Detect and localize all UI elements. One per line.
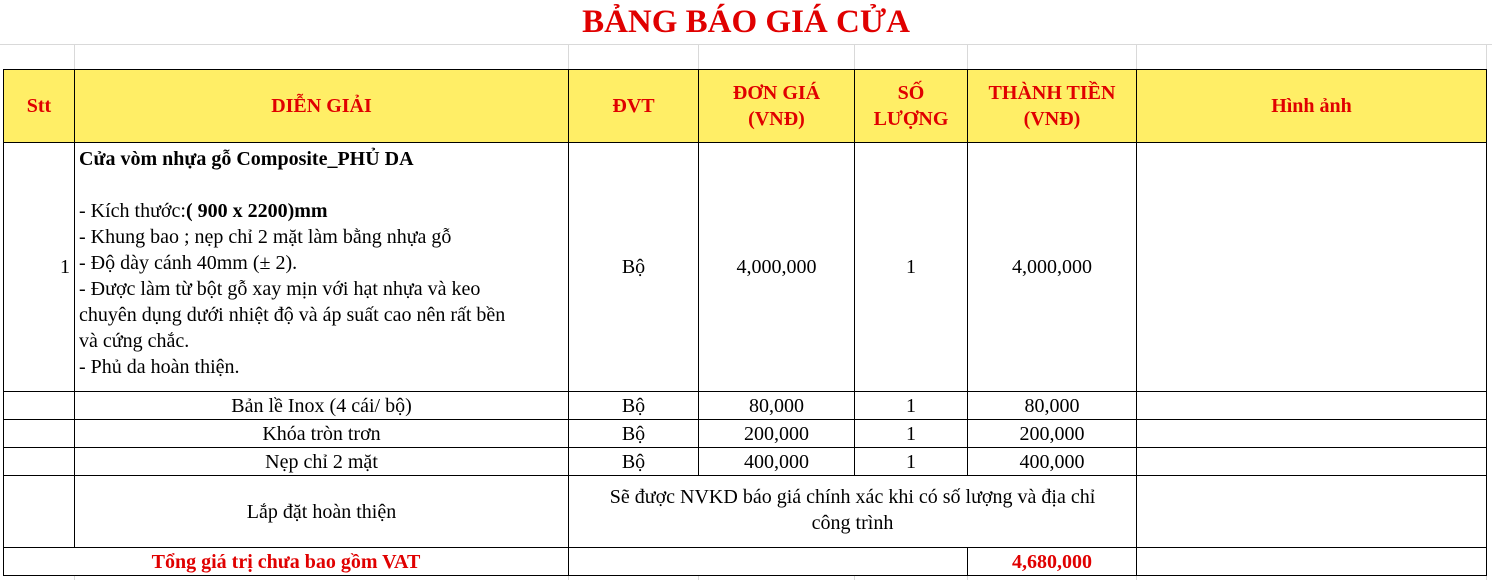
quote-table [3,69,1487,576]
material-line: chuyên dụng dưới nhiệt độ và áp suất cao nên rất bền [79,304,506,326]
quantity-cell[interactable]: 1 [855,392,968,420]
stt-cell[interactable] [4,420,75,448]
description-cell[interactable] [75,143,569,392]
table-row [4,392,1487,420]
image-cell[interactable] [1137,548,1487,576]
total-value[interactable]: 4,680,000 [968,548,1137,576]
finish-line: - Phủ da hoàn thiện. [79,356,240,378]
stt-cell[interactable] [4,448,75,476]
stt-cell[interactable] [4,392,75,420]
image-cell[interactable] [1137,448,1487,476]
stt-cell[interactable] [4,476,75,548]
unit-cell[interactable]: Bộ [569,448,699,476]
amount-cell[interactable]: 80,000 [968,392,1137,420]
header-unit-price[interactable]: ĐƠN GIÁ (VNĐ) [699,70,855,143]
gridline [0,44,1492,45]
unit-cell[interactable]: Bộ [569,143,699,392]
price-cell[interactable]: 4,000,000 [699,143,855,392]
sheet-title: BẢNG BÁO GIÁ CỬA [0,0,1492,44]
header-amount[interactable]: THÀNH TIỀN (VNĐ) [968,70,1137,143]
thickness-line: - Độ dày cánh 40mm (± 2). [79,252,298,274]
image-cell[interactable] [1137,143,1487,392]
price-cell[interactable]: 200,000 [699,420,855,448]
quantity-cell[interactable]: 1 [855,420,968,448]
amount-cell[interactable]: 200,000 [968,420,1137,448]
price-cell[interactable]: 80,000 [699,392,855,420]
amount-cell[interactable]: 4,000,000 [968,143,1137,392]
stt-cell[interactable]: 1 [4,143,75,392]
total-label[interactable]: Tổng giá trị chưa bao gồm VAT [4,548,569,576]
total-spacer-cell[interactable] [569,548,968,576]
header-quantity[interactable]: SỐ LƯỢNG [855,70,968,143]
frame-line: - Khung bao ; nẹp chỉ 2 mặt làm bằng nhựa gỗ [79,226,452,248]
quantity-cell[interactable]: 1 [855,143,968,392]
unit-cell[interactable]: Bộ [569,392,699,420]
table-row [4,143,1487,392]
product-name: Cửa vòm nhựa gỗ Composite_PHỦ DA [79,148,414,170]
unit-cell[interactable]: Bộ [569,420,699,448]
header-row [4,70,1487,143]
material-line: - Được làm từ bột gỗ xay mịn với hạt nhựa và keo [79,278,481,300]
table-row [4,420,1487,448]
description-cell[interactable]: Lắp đặt hoàn thiện [75,476,569,548]
image-cell[interactable] [1137,392,1487,420]
header-stt[interactable]: Stt [4,70,75,143]
quantity-cell[interactable]: 1 [855,448,968,476]
header-description[interactable]: DIỄN GIẢI [75,70,569,143]
material-line: và cứng chắc. [79,330,190,352]
header-image[interactable]: Hình ảnh [1137,70,1487,143]
description-cell[interactable]: Khóa tròn trơn [75,420,569,448]
header-unit[interactable]: ĐVT [569,70,699,143]
total-row [4,548,1487,576]
image-cell[interactable] [1137,476,1487,548]
description-cell[interactable]: Bản lề Inox (4 cái/ bộ) [75,392,569,420]
blank-line [79,172,564,198]
table-row [4,448,1487,476]
image-cell[interactable] [1137,420,1487,448]
size-line: - Kích thước:( 900 x 2200)mm [79,200,328,222]
installation-row [4,476,1487,548]
installation-note[interactable]: Sẽ được NVKD báo giá chính xác khi có số lượng và địa chỉ công trình [569,476,1137,548]
price-cell[interactable]: 400,000 [699,448,855,476]
amount-cell[interactable]: 400,000 [968,448,1137,476]
description-cell[interactable]: Nẹp chỉ 2 mặt [75,448,569,476]
